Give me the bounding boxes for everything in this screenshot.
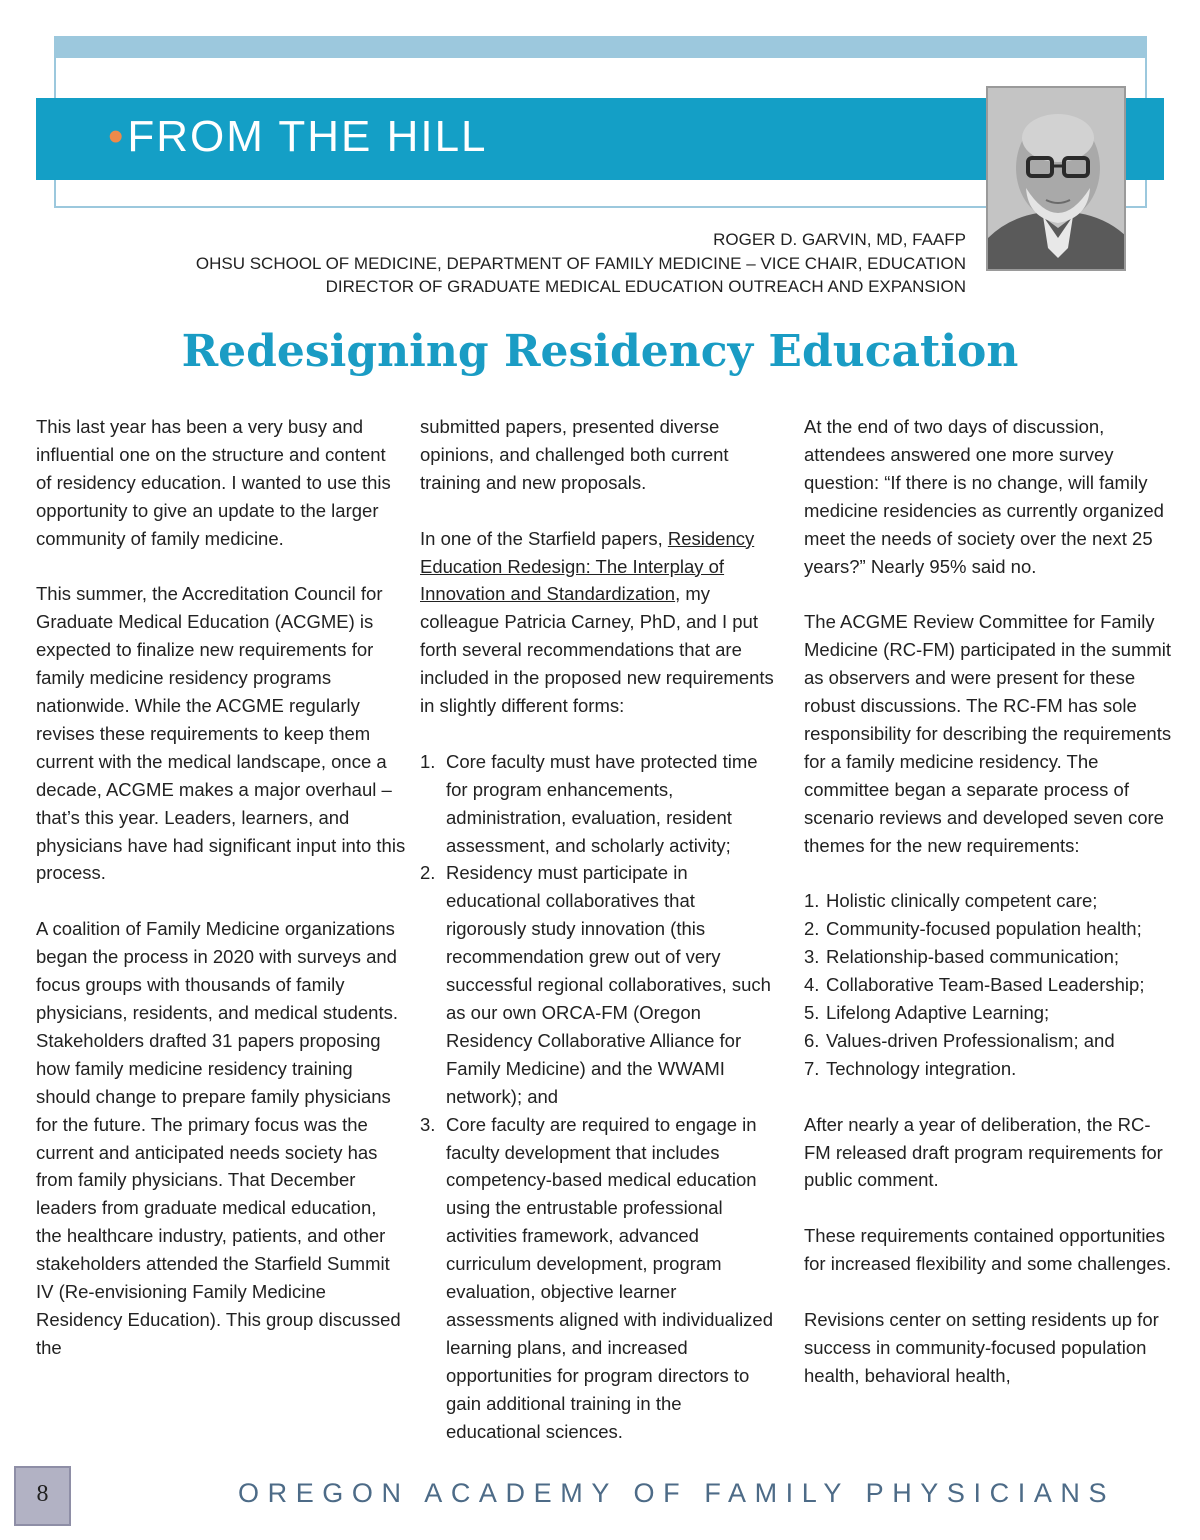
list-item bbox=[804, 1027, 1174, 1055]
list-item bbox=[420, 748, 780, 860]
section-title-text: FROM THE HILL bbox=[127, 112, 488, 161]
paragraph: The ACGME Review Committee for Family Medicine (RC-FM) participated in the summit as observers and were present for these robust discussions. The RC-FM has sole responsibility for describing the requirements for a family medicine residency. The committee began a separate process of scenario reviews and developed seven core themes for the new requirements: bbox=[804, 611, 1172, 856]
article-headline: Redesigning Residency Education bbox=[181, 326, 1019, 377]
paragraph: This last year has been a very busy and influential one on the structure and content of residency education. I wanted to use this opportunity to give an update to the larger community of family medicine. bbox=[36, 416, 391, 549]
list-number: 1. bbox=[420, 750, 436, 772]
list-text: Core faculty are required to engage in faculty development that includes competency-based medical education using the entrustable professional activities framework, advanced curriculum development, program evaluation, objective learner assessments aligned with individualized learning plans, and increased opportunities for program directors to gain additional training in the educational sciences. bbox=[446, 1113, 774, 1442]
author-name: ROGER D. GARVIN, MD, FAAFP bbox=[713, 230, 966, 249]
list-item bbox=[420, 859, 780, 1110]
page-number-box bbox=[14, 1466, 71, 1526]
paragraph: After nearly a year of deliberation, the RC-FM released draft program requirements for public comment. bbox=[804, 1113, 1163, 1191]
list-number: 4. bbox=[804, 974, 820, 996]
list-item bbox=[420, 1111, 780, 1446]
author-portrait-image bbox=[988, 88, 1126, 271]
article-column-3 bbox=[804, 413, 1174, 1418]
list-text: Relationship-based communication; bbox=[826, 946, 1120, 968]
paragraph: A coalition of Family Medicine organizations began the process in 2020 with surveys and focus groups with thousands of family physicians, residents, and medical students. Stakeholders drafted 31 papers proposing how family medicine residency training should change to prepare family physicians for the future. The primary focus was the current and anticipated needs society has from family physicians. That December leaders from graduate medical education, the healthcare industry, patients, and other stakeholders attended the Starfield Summit IV (Re-envisioning Family Medicine Residency Education). This group discussed the bbox=[36, 918, 401, 1358]
article-column-2 bbox=[420, 413, 780, 1473]
list-item bbox=[804, 999, 1174, 1027]
author-title-2: DIRECTOR OF GRADUATE MEDICAL EDUCATION OUTREACH AND EXPANSION bbox=[325, 277, 966, 296]
list-number: 7. bbox=[804, 1057, 820, 1079]
paragraph bbox=[420, 525, 780, 720]
list-item bbox=[804, 915, 1174, 943]
list-item bbox=[804, 943, 1174, 971]
list-number: 5. bbox=[804, 1002, 820, 1023]
list-item bbox=[804, 971, 1174, 999]
page-number: 8 bbox=[36, 1481, 49, 1507]
list-text: Community-focused population health; bbox=[826, 918, 1142, 940]
list-text: Values-driven Professionalism; and bbox=[826, 1029, 1115, 1051]
list-number: 3. bbox=[804, 946, 820, 968]
paragraph: These requirements contained opportunities for increased flexibility and some challenges. bbox=[804, 1225, 1172, 1275]
list-text: Collaborative Team-Based Leadership; bbox=[826, 974, 1145, 996]
bullet-icon: • bbox=[108, 112, 126, 161]
author-photo bbox=[986, 86, 1126, 271]
list-text: Core faculty must have protected time for program enhancements, administration, evaluation, resident assessment, and scholarly activity; bbox=[446, 750, 758, 856]
list-number: 3. bbox=[420, 1113, 436, 1135]
paragraph: This summer, the Accreditation Council for Graduate Medical Education (ACGME) is expected to finalize new requirements for family medicine residency programs nationwide. While the ACGME regularly revises these requirements to keep them current with the medical landscape, once a decade, ACGME makes a major overhaul – that’s this year. Leaders, learners, and physicians have had significant input into this process. bbox=[36, 583, 406, 884]
paragraph: Revisions center on setting residents up for success in community-focused population health, behavioral health, bbox=[804, 1308, 1159, 1386]
core-themes-list bbox=[804, 887, 1174, 1082]
article-column-1 bbox=[36, 413, 406, 1390]
list-text: Holistic clinically competent care; bbox=[826, 890, 1098, 912]
list-text: Technology integration. bbox=[826, 1057, 1017, 1079]
header-frame-bar bbox=[54, 36, 1147, 58]
recommendations-list bbox=[420, 748, 780, 1446]
text-span: In one of the Starfield papers, bbox=[420, 527, 668, 549]
author-byline bbox=[196, 228, 966, 299]
list-text: Lifelong Adaptive Learning; bbox=[826, 1002, 1050, 1023]
list-number: 2. bbox=[420, 862, 436, 884]
list-number: 6. bbox=[804, 1029, 820, 1051]
section-title bbox=[108, 112, 488, 162]
starfield-paper-link[interactable]: Residency Education Redesign: The Interplay of Innovation and Standardization bbox=[420, 527, 755, 605]
list-number: 1. bbox=[804, 890, 820, 912]
list-item bbox=[804, 887, 1174, 915]
paragraph: At the end of two days of discussion, attendees answered one more survey question: “If there is no change, will family medicine residencies as currently organized meet the needs of society over the next 25 years?” Nearly 95% said no. bbox=[804, 416, 1164, 577]
paragraph: submitted papers, presented diverse opinions, and challenged both current training and new proposals. bbox=[420, 416, 729, 493]
publication-name: OREGON ACADEMY OF FAMILY PHYSICIANS bbox=[238, 1478, 1116, 1508]
list-number: 2. bbox=[804, 918, 820, 940]
list-text: Residency must participate in educational collaboratives that rigorously study innovation (this recommendation grew out of very successful regional collaboratives, such as our own ORCA-FM (Oregon Residency Collaborative Alliance for Family Medicine) and the WWAMI network); and bbox=[446, 862, 771, 1107]
text-span: , my colleague Patricia Carney, PhD, and I put forth several recommendations that are included in the proposed new requirements in slightly different forms: bbox=[420, 583, 774, 717]
author-title-1: OHSU SCHOOL OF MEDICINE, DEPARTMENT OF FAMILY MEDICINE – VICE CHAIR, EDUCATION bbox=[195, 253, 966, 273]
list-item bbox=[804, 1055, 1174, 1083]
